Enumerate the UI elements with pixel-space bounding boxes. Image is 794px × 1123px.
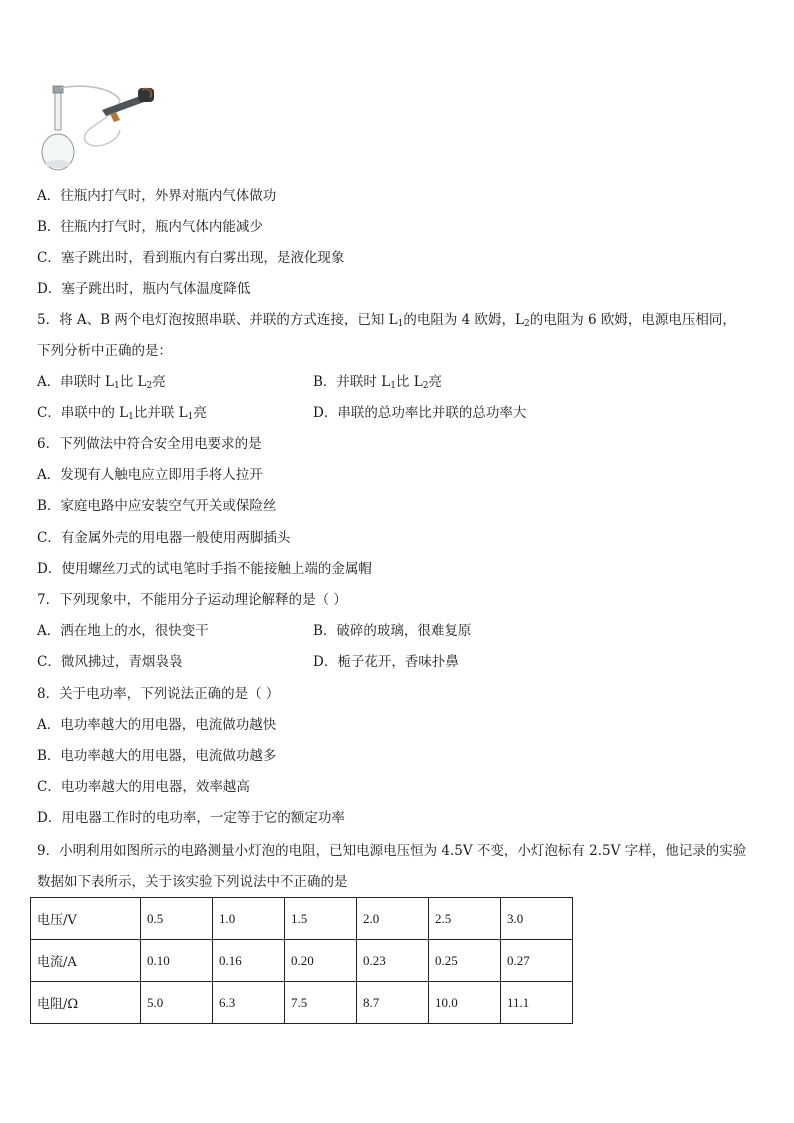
- table-cell: 8.7: [356, 982, 428, 1024]
- table-cell: 10.0: [428, 982, 500, 1024]
- option-text: 亮: [428, 374, 442, 390]
- table-cell: 11.1: [500, 982, 572, 1024]
- table-cell: 1.0: [213, 898, 285, 940]
- table-cell: 0.10: [141, 940, 213, 982]
- subscript: 1: [128, 412, 134, 422]
- q5-stem: [37, 310, 736, 330]
- table-cell: 3.0: [500, 898, 572, 940]
- q4-option-b: B．往瓶内打气时，瓶内气体内能减少: [37, 219, 263, 235]
- q5-option-b: [313, 372, 442, 392]
- q7-option-a: A．洒在地上的水，很快变干: [37, 623, 209, 639]
- q8-option-a: A．电功率越大的用电器，电流做功越快: [37, 717, 277, 733]
- table-cell: 6.3: [213, 982, 285, 1024]
- q7-option-c: C．微风拂过，青烟袅袅: [37, 654, 183, 670]
- data-table: [30, 897, 573, 1024]
- q5-stem-part: 的电阻为 6 欧姆，电源电压相同，: [529, 312, 736, 328]
- q4-option-c: C．塞子跳出时，看到瓶内有白雾出现，是液化现象: [37, 250, 345, 266]
- table-row: [31, 982, 573, 1024]
- table-row: [31, 940, 573, 982]
- subscript: 2: [422, 381, 429, 391]
- q7-option-b: B．破碎的玻璃，很难复原: [313, 623, 472, 639]
- option-text: 亮: [193, 405, 207, 421]
- table-cell: 7.5: [285, 982, 357, 1024]
- table-cell: 2.5: [428, 898, 500, 940]
- q8-option-c: C．电功率越大的用电器，效率越高: [37, 779, 250, 795]
- q8-stem: 8．关于电功率，下列说法正确的是（ ）: [37, 686, 280, 702]
- table-cell: 2.0: [356, 898, 428, 940]
- option-text: B．并联时 L: [313, 374, 391, 390]
- table-cell: 0.25: [428, 940, 500, 982]
- subscript: 2: [146, 381, 153, 391]
- q5-stem-part: 5．将 A、B 两个电灯泡按照串联、并联的方式连接，已知 L: [37, 312, 398, 328]
- flask-with-pump-icon: [40, 82, 156, 178]
- q6-option-d: D．使用螺丝刀式的试电笔时手指不能接触上端的金属帽: [37, 561, 372, 577]
- q6-option-b: B．家庭电路中应安装空气开关或保险丝: [37, 498, 277, 514]
- option-text: C．串联中的 L: [37, 405, 129, 421]
- q4-option-a: A．往瓶内打气时，外界对瓶内气体做功: [37, 188, 277, 204]
- table-cell: 0.23: [356, 940, 428, 982]
- q7-stem: 7．下列现象中，不能用分子运动理论解释的是（ ）: [37, 592, 347, 608]
- q5-option-a: [37, 372, 166, 392]
- q5-stem-part: 的电阻为 4 欧姆，L: [403, 312, 524, 328]
- subscript: 2: [523, 319, 530, 329]
- q8-option-b: B．电功率越大的用电器，电流做功越多: [37, 748, 277, 764]
- option-text: 比 L: [395, 374, 423, 390]
- option-text: A．串联时 L: [37, 374, 115, 390]
- option-text: 亮: [152, 374, 166, 390]
- q4-option-d: D．塞子跳出时，瓶内气体温度降低: [37, 281, 251, 297]
- q9-stem-line2: 数据如下表所示，关于该实验下列说法中不正确的是: [37, 874, 348, 890]
- option-text: 比并联 L: [133, 405, 188, 421]
- table-cell: 0.5: [141, 898, 213, 940]
- table-cell: 5.0: [141, 982, 213, 1024]
- flask-with-pump-figure: [40, 82, 156, 178]
- row-header: 电压/V: [31, 898, 141, 940]
- q5-option-d: D．串联的总功率比并联的总功率大: [313, 405, 527, 421]
- subscript: 1: [397, 319, 404, 329]
- subscript: 1: [390, 381, 396, 391]
- q6-option-a: A．发现有人触电应立即用手将人拉开: [37, 467, 263, 483]
- table-row: [31, 898, 573, 940]
- subscript: 1: [187, 412, 194, 422]
- q6-stem: 6．下列做法中符合安全用电要求的是: [37, 436, 262, 452]
- q5-option-c: [37, 403, 207, 423]
- q6-option-c: C．有金属外壳的用电器一般使用两脚插头: [37, 530, 291, 546]
- subscript: 1: [114, 381, 120, 391]
- q9-stem-line1: 9．小明利用如图所示的电路测量小灯泡的电阻，已知电源电压恒为 4.5V 不变，小灯泡标有 2.5V 字样，他记录的实验: [37, 843, 747, 859]
- q7-option-d: D．栀子花开，香味扑鼻: [313, 654, 459, 670]
- table-cell: 0.16: [213, 940, 285, 982]
- q5-stem-line2: 下列分析中正确的是：: [37, 343, 172, 359]
- q8-option-d: D．用电器工作时的电功率，一定等于它的额定功率: [37, 810, 345, 826]
- row-header: 电流/A: [31, 940, 141, 982]
- option-text: 比 L: [119, 374, 147, 390]
- table-cell: 0.20: [285, 940, 357, 982]
- table-cell: 0.27: [500, 940, 572, 982]
- row-header: 电阻/Ω: [31, 982, 141, 1024]
- table-cell: 1.5: [285, 898, 357, 940]
